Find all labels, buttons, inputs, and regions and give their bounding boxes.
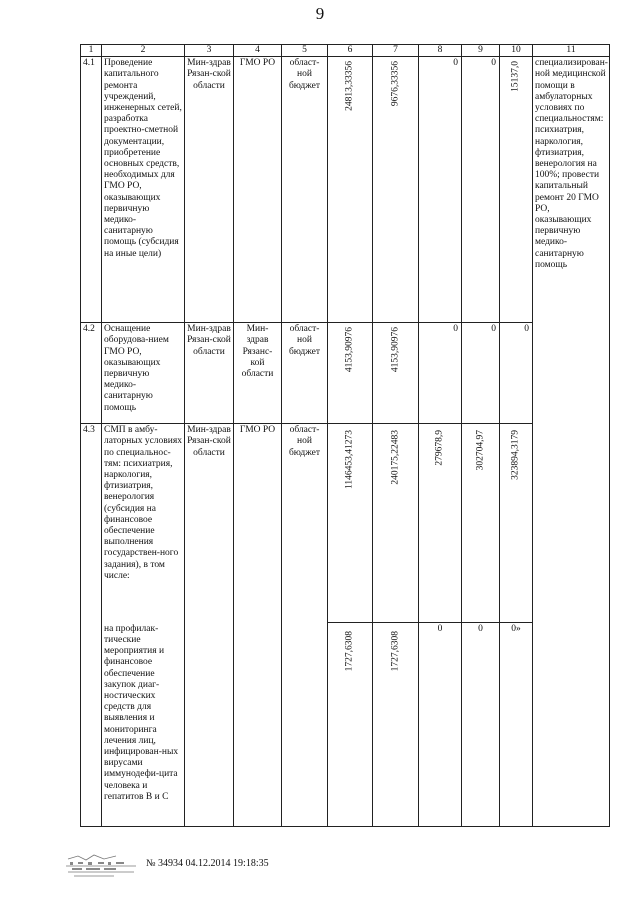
year-2014-value: 4153,90976 (390, 327, 400, 373)
year-2016-cell: 0 (462, 623, 500, 827)
header-cell: 2 (102, 45, 185, 57)
header-row (81, 45, 610, 57)
year-2017-cell (500, 424, 533, 623)
year-2016-cell (462, 424, 500, 623)
year-2014-value: 1727,6308 (390, 631, 400, 672)
year-2014-cell (373, 623, 419, 827)
source-cell: област-ной бюджет (282, 323, 328, 424)
source-cell: област-ной бюджет (282, 57, 328, 323)
source-cell: област-ной бюджет (282, 424, 328, 827)
year-2015-cell: 0 (419, 623, 462, 827)
total-value: 1146453,41273 (344, 430, 355, 490)
table-row (81, 323, 610, 424)
total-cell (328, 424, 373, 623)
total-value: 1727,6308 (344, 631, 355, 672)
year-2014-value: 9676,33356 (390, 61, 400, 107)
row-number: 4.1 (81, 57, 102, 323)
table-row (81, 57, 610, 323)
year-2015-value: 279678,9 (434, 430, 445, 466)
header-cell: 5 (282, 45, 328, 57)
page-number: 9 (315, 4, 325, 23)
table-row (81, 424, 610, 623)
total-value: 24813,33356 (344, 61, 355, 112)
year-2017-cell: 0 (500, 323, 533, 424)
row-description: Оснащение оборудова-нием ГМО РО, оказывающих первичную медико-санитарную помощь (102, 323, 185, 424)
expected-results-cell: специализирован-ной медицинской помощи в амбулаторных условиях по специальностям: психиатрия, наркология, фтизиатрия, венерология на 100%; провести капитальный ремонт 20 ГМО РО, оказывающих первичную медико-санитарную помощь (533, 57, 610, 827)
recipient-cell: ГМО РО (234, 57, 282, 323)
row-number: 4.2 (81, 323, 102, 424)
header-cell: 11 (533, 45, 610, 57)
year-2015-cell (419, 424, 462, 623)
executor-cell: Мин-здрав Рязан-ской области (185, 424, 234, 827)
registration-footer: № 34934 04.12.2014 19:18:35 (146, 858, 269, 869)
header-cell: 6 (328, 45, 373, 57)
year-2016-value: 302704,97 (475, 430, 485, 471)
row-number: 4.3 (81, 424, 102, 827)
header-cell: 4 (234, 45, 282, 57)
recipient-cell: ГМО РО (234, 424, 282, 827)
year-2014-cell (373, 424, 419, 623)
total-cell (328, 57, 373, 323)
year-2017-value: 15137,0 (510, 61, 521, 93)
year-2016-cell: 0 (462, 323, 500, 424)
row-description: Проведение капитального ремонта учреждений, инженерных сетей, разработка проектно-сметной документации, приобретение основных средств, необходимых для ГМО РО, оказывающих первичную медико-санитарную помощь (субсидия на иные цели) (102, 57, 185, 323)
year-2017-value: 323894,3179 (510, 430, 521, 481)
executor-cell: Мин-здрав Рязан-ской области (185, 323, 234, 424)
year-2014-cell (373, 57, 419, 323)
header-cell: 9 (462, 45, 500, 57)
program-table (80, 44, 610, 827)
row-description: на профилак-тические мероприятия и финансовое обеспечение закупок диаг-ностических средств для выявления и мониторинга лечения лиц, инфицирован-ных вирусами иммунодефи-цита человека и гепатитов В и С (102, 623, 185, 827)
year-2017-cell: 0» (500, 623, 533, 827)
year-2015-cell: 0 (419, 323, 462, 424)
header-cell: 8 (419, 45, 462, 57)
total-cell (328, 623, 373, 827)
total-cell (328, 323, 373, 424)
year-2016-cell: 0 (462, 57, 500, 323)
registration-stamp-icon (64, 851, 140, 879)
header-cell: 10 (500, 45, 533, 57)
total-value: 4153,90976 (344, 327, 355, 373)
header-cell: 1 (81, 45, 102, 57)
year-2014-cell (373, 323, 419, 424)
year-2015-cell: 0 (419, 57, 462, 323)
executor-cell: Мин-здрав Рязан-ской области (185, 57, 234, 323)
year-2014-value: 240175,22483 (390, 430, 400, 485)
header-cell: 7 (373, 45, 419, 57)
header-cell: 3 (185, 45, 234, 57)
year-2017-cell (500, 57, 533, 323)
recipient-cell: Мин-здрав Рязанс-кой области (234, 323, 282, 424)
table-row-sub (81, 623, 610, 827)
row-description: СМП в амбу-латорных условиях по специальнос-тям: психиатрия, наркология, фтизиатрия, венерология (субсидия на финансовое обеспечение выполнения государствен-ного задания), в том числе: (102, 424, 185, 623)
